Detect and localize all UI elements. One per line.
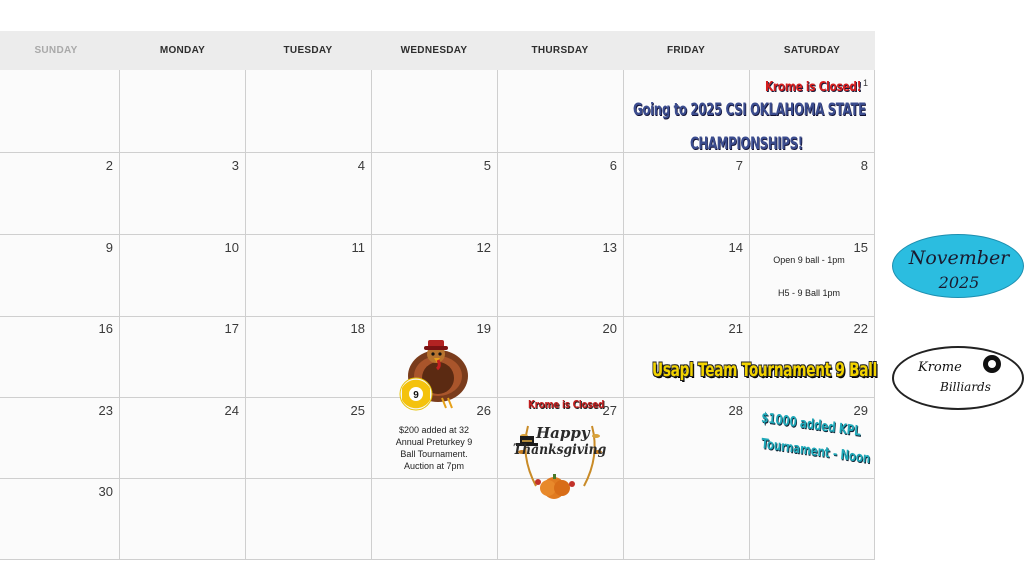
day-number[interactable]: 20 [602, 321, 617, 336]
weekday-saturday: SATURDAY [783, 45, 841, 56]
month-label: November [908, 247, 1010, 269]
row-divider [0, 478, 875, 479]
day-number[interactable]: 11 [351, 240, 365, 255]
event-preturkey-line4[interactable]: Auction at 7pm [403, 461, 465, 471]
weekday-thursday: THURSDAY [531, 45, 589, 56]
day-number[interactable]: 2 [105, 158, 113, 173]
day-number[interactable]: 29 [853, 403, 868, 418]
weekday-header [0, 31, 875, 70]
column-divider [245, 70, 246, 560]
event-krome-closed-thanksgiving[interactable]: Krome is Closed [528, 398, 605, 411]
event-h5-9-ball[interactable]: H5 - 9 Ball 1pm [777, 288, 841, 298]
event-preturkey-line1[interactable]: $200 added at 32 [398, 425, 470, 435]
column-divider [874, 70, 875, 560]
day-number[interactable]: 18 [350, 321, 365, 336]
weekday-sunday: SUNDAY [34, 45, 78, 56]
billiard-ball-number: 9 [413, 390, 419, 401]
day-number[interactable]: 30 [98, 484, 113, 499]
day-number[interactable]: 5 [483, 158, 491, 173]
row-divider [0, 316, 875, 317]
day-number[interactable]: 23 [98, 403, 113, 418]
day-number[interactable]: 19 [476, 321, 491, 336]
thanksgiving-text: Thanksgiving [513, 442, 607, 458]
day-number[interactable]: 24 [224, 403, 239, 418]
day-number[interactable]: 28 [728, 403, 743, 418]
day-number[interactable]: 15 [853, 240, 868, 255]
eight-ball-icon [982, 354, 1002, 374]
day-number[interactable]: 12 [476, 240, 491, 255]
day-number[interactable]: 3 [231, 158, 239, 173]
logo-word-krome: Krome [918, 360, 962, 375]
logo-word-billiards: Billiards [940, 380, 991, 394]
day-number[interactable]: 17 [224, 321, 239, 336]
day-number[interactable]: 26 [476, 403, 491, 418]
weekday-monday: MONDAY [159, 45, 206, 56]
event-usapl-tournament[interactable]: Usapl Team Tournament 9 Ball [652, 359, 877, 381]
weekday-tuesday: TUESDAY [283, 45, 333, 56]
weekday-friday: FRIDAY [666, 45, 706, 56]
month-badge [892, 234, 1024, 298]
event-kpl-line1[interactable]: $1000 added KPL [760, 410, 862, 440]
day-number[interactable]: 13 [602, 240, 617, 255]
day-number[interactable]: 7 [735, 158, 743, 173]
column-divider [497, 70, 498, 560]
weekday-wednesday: WEDNESDAY [400, 45, 468, 56]
column-divider [119, 70, 120, 560]
day-number[interactable]: 4 [357, 158, 365, 173]
event-preturkey-line2[interactable]: Annual Preturkey 9 [395, 437, 473, 447]
column-divider [371, 70, 372, 560]
row-divider [0, 234, 875, 235]
day-number[interactable]: 10 [224, 240, 239, 255]
day-number[interactable]: 9 [105, 240, 113, 255]
day-number[interactable]: 27 [602, 403, 617, 418]
event-preturkey-line3[interactable]: Ball Tournament. [400, 449, 468, 459]
event-csi-line1[interactable]: Going to 2025 CSI OKLAHOMA STATE [633, 100, 866, 120]
column-divider [623, 70, 624, 560]
event-csi-line2[interactable]: CHAMPIONSHIPS! [690, 134, 803, 154]
day-number[interactable]: 1 [862, 78, 868, 88]
day-number[interactable]: 6 [609, 158, 617, 173]
event-open-9-ball[interactable]: Open 9 ball - 1pm [773, 255, 845, 265]
krome-billiards-logo [892, 346, 1024, 410]
day-number[interactable]: 25 [350, 403, 365, 418]
day-number[interactable]: 16 [98, 321, 113, 336]
row-divider [0, 559, 875, 560]
day-number[interactable]: 14 [728, 240, 743, 255]
event-kpl-line2[interactable]: Tournament - Noon [760, 436, 871, 468]
turkey-billiard-icon [394, 332, 474, 416]
day-number[interactable]: 22 [853, 321, 868, 336]
day-number[interactable]: 8 [860, 158, 868, 173]
year-label: 2025 [938, 273, 980, 292]
day-number[interactable]: 21 [728, 321, 743, 336]
event-krome-closed[interactable]: Krome is Closed! [765, 80, 862, 95]
happy-text: Happy [536, 424, 590, 442]
